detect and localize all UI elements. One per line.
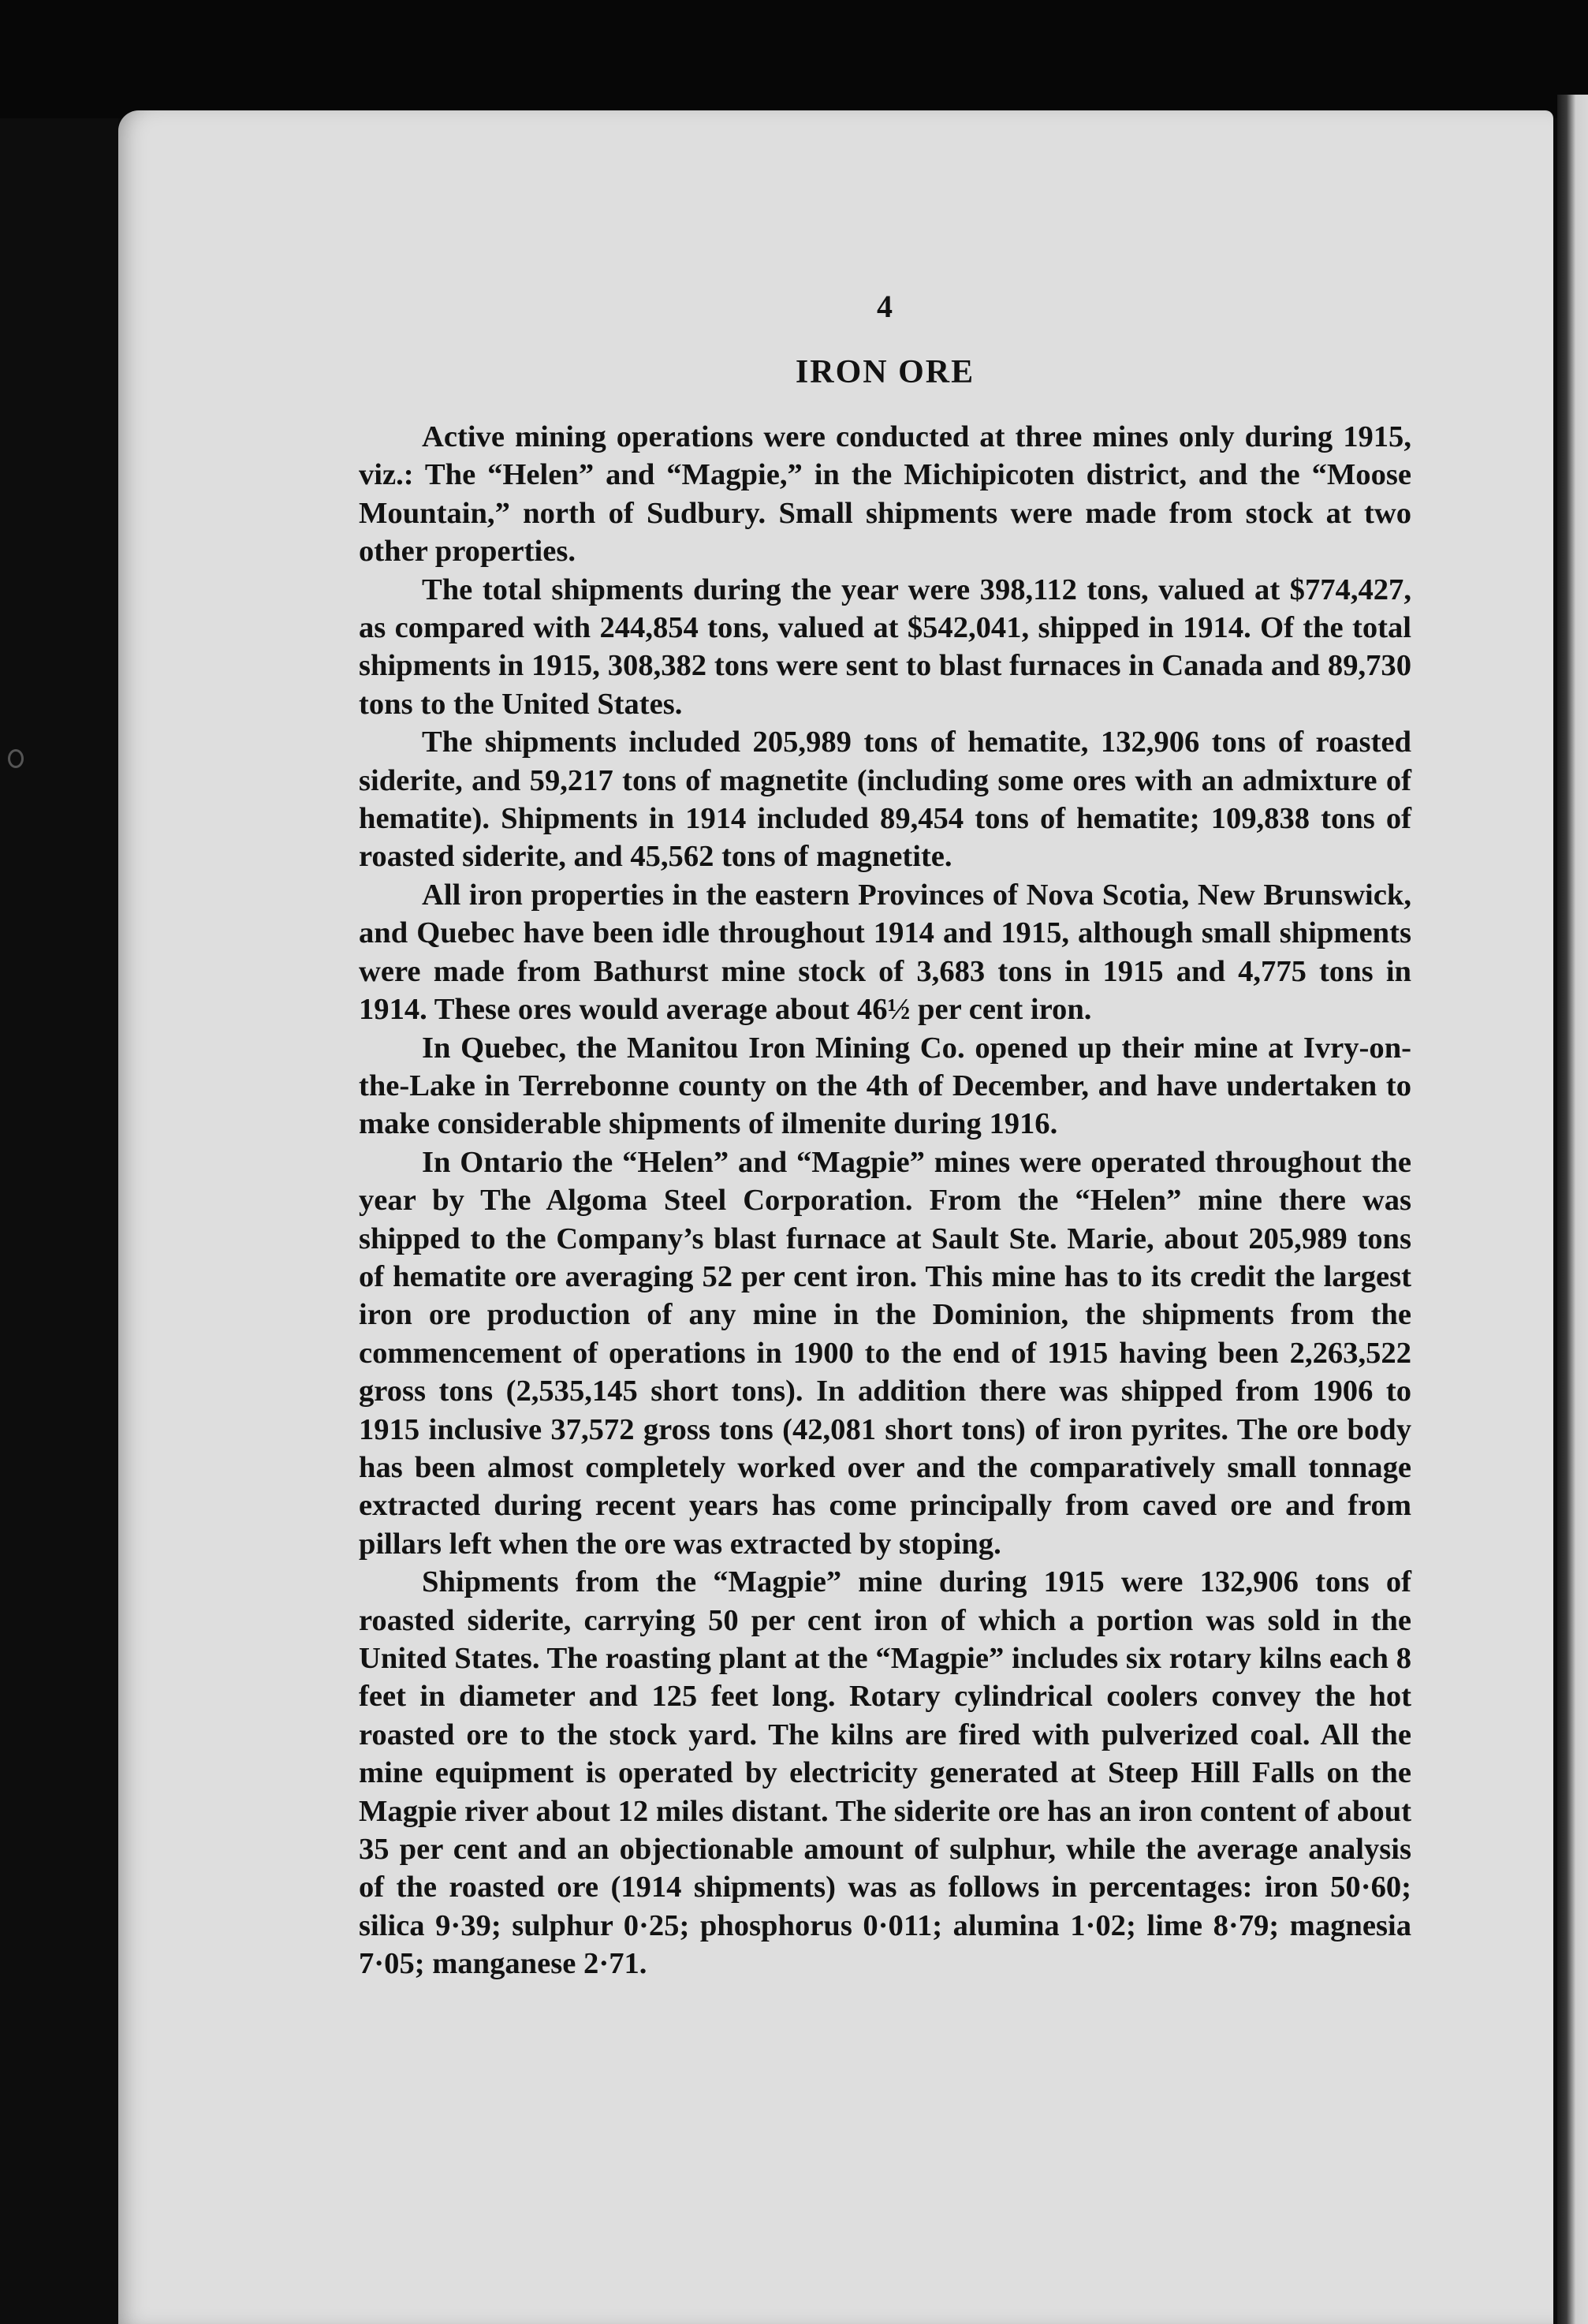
paragraph-1: Active mining operations were conducted at three mines only during 1915, viz.: The “Helen” and “Magpie,” in the Michipicoten district, and the “Moose Mountain,” north of Sudbury. Small shipments were made from stock at two other properties. (359, 420, 1411, 569)
scan-background-top (0, 0, 1588, 118)
paragraph-2: The total shipments during the year were 398,112 tons, valued at $774,427, as compared with 244,854 tons, valued at $542,041, shipped in 1914. Of the total shipments in 1915, 308,382 tons were sent to blast furnaces in Canada and 89,730 tons to the United States. (359, 573, 1411, 721)
paragraph-6: In Ontario the “Helen” and “Magpie” mines were operated throughout the year by The Algoma Steel Corporation. From the “Helen” mine there was shipped to the Company’s blast furnace at Sault Ste. Marie, about 205,989 tons of hematite ore averaging 52 per cent iron. This mine has to its credit the largest iron ore production of any mine in the Dominion, the shipments from the commencement of operations in 1900 to the end of 1915 having been 2,263,522 gross tons (2,535,145 short tons). In addition there was shipped from 1906 to 1915 inclusive 37,572 gross tons (42,081 short tons) of iron pyrites. The ore body has been almost completely worked over and the comparatively small tonnage extracted during recent years has come principally from caved ore and from pillars left when the ore was extracted by stoping. (359, 1145, 1411, 1561)
section-heading: IRON ORE (795, 354, 975, 390)
next-page-edge (1557, 95, 1588, 2324)
paragraph-3: The shipments included 205,989 tons of hematite, 132,906 tons of roasted siderite, and 59,217 tons of magnetite (including some ores with an admixture of hematite). Shipments in 1914 included 89,454 tons of hematite; 109,838 tons of roasted siderite, and 45,562 tons of magnetite. (359, 726, 1411, 874)
paragraph-4: All iron properties in the eastern Provinces of Nova Scotia, New Brunswick, and Quebec have been idle throughout 1914 and 1915, although small shipments were made from Bathurst mine stock of 3,683 tons in 1915 and 4,775 tons in 1914. These ores would average about 46½ per cent iron. (359, 878, 1411, 1027)
paragraph-5: In Quebec, the Manitou Iron Mining Co. opened up their mine at Ivry-on-the-Lake in Terrebonne county on the 4th of December, and have undertaken to make considerable shipments of ilmenite during 1916. (359, 1031, 1411, 1141)
scan-artifact (8, 749, 24, 768)
scan-background-left (0, 118, 118, 2324)
document-body (359, 288, 1411, 1983)
page-number: 4 (877, 289, 893, 324)
paragraph-7: Shipments from the “Magpie” mine during 1915 were 132,906 tons of roasted siderite, carrying 50 per cent iron of which a portion was sold in the United States. The roasting plant at the “Magpie” includes six rotary kilns each 8 feet in diameter and 125 feet long. Rotary cylindrical coolers convey the hot roasted ore to the stock yard. The kilns are fired with pulverized coal. All the mine equipment is operated by electricity generated at Steep Hill Falls on the Magpie river about 12 miles distant. The siderite ore has an iron content of about 35 per cent and an objectionable amount of sulphur, while the average analysis of the roasted ore (1914 shipments) was as follows in percentages: iron 50·60; silica 9·39; sulphur 0·25; phosphorus 0·011; alumina 1·02; lime 8·79; magnesia 7·05; manganese 2·71. (359, 1565, 1411, 1981)
